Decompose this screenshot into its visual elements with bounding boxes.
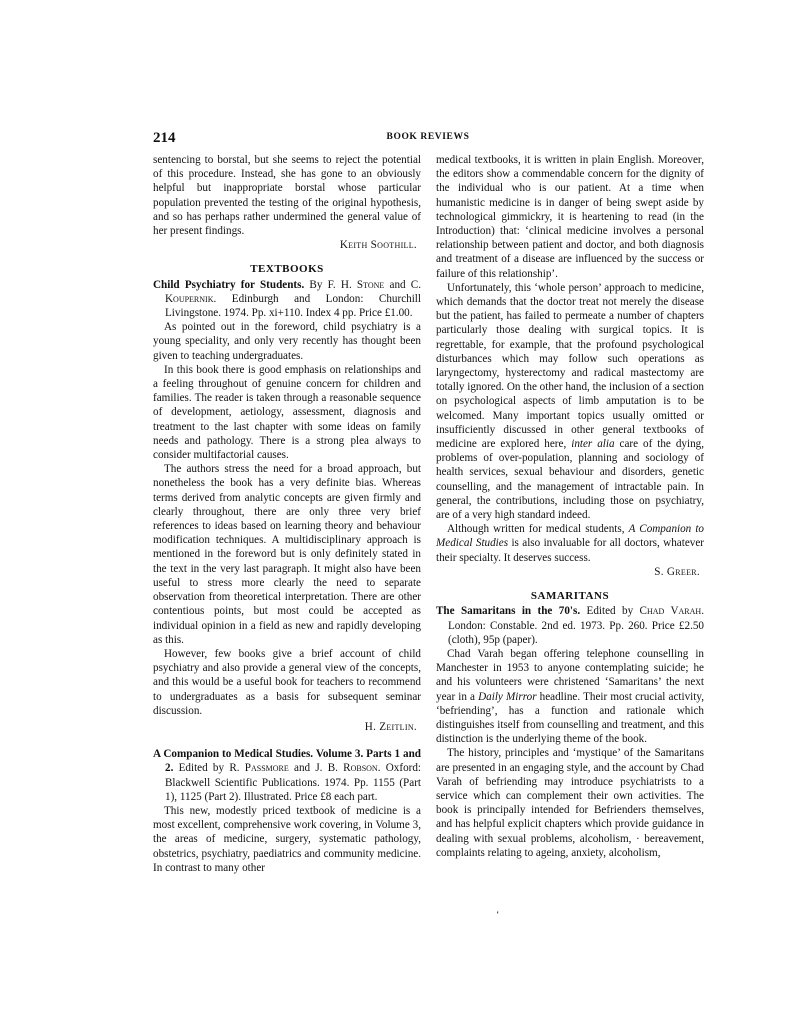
review-paragraph (436, 522, 704, 565)
reviewer-signature: S. Greer. (654, 565, 700, 578)
reviewer-signature: H. Zeitlin. (364, 720, 417, 733)
section-heading-textbooks: TEXTBOOKS (250, 263, 324, 276)
italic-phrase: inter alia (571, 438, 615, 451)
and-word: and (288, 762, 316, 775)
author-name: C. Koupernik (165, 278, 421, 305)
review-text: Chad Varah began offering telephone counselling in Manchester in 1953 to anyone contemplating suicide; he and his volunteers were christened ‘Samaritans’ the next year in a (436, 647, 704, 703)
by-word: By (304, 278, 328, 291)
page-number: 214 (153, 130, 176, 146)
book-title: The Samaritans in the 70's. (436, 605, 581, 618)
publication-details: . London: Constable. 2nd ed. 1973. Pp. 260. Price £2.50 (cloth), 95p (paper). (448, 605, 704, 646)
review-paragraph: medical textbooks, it is written in plain English. Moreover, the editors show a commendable concern for the dignity of the individual who is our patient. At a time when humanistic medicine is in danger of being swept aside by technological gimmickry, it is heartening to read (in the Introduction) that: ‘clinical medicine involves a personal relationship between patient and doctor, and both diagnosis and treatment of a disease are influenced by the success or failure of this relationship’. (436, 154, 704, 280)
review-paragraph: In this book there is good emphasis on relationships and a feeling throughout of genuine concern for children and families. The reader is taken through a reasonable sequence of development, aetiology, assessment, diagnosis and treatment to the last chapter with some ideas on family needs and pathology. There is a strong plea always to consider multifactorial causes. (153, 363, 421, 462)
review-text: care of the dying, problems of over-population, planning and sociology of health services, sexual behaviour and disorders, genetic counselling, and the management of intractable pain. In general, the contributions, including those on psychiatry, are of a very high standard indeed. (436, 438, 704, 522)
review-paragraph (436, 647, 704, 746)
editor-name: R. Passmore (229, 762, 289, 775)
review-paragraph: However, few books give a brief account of child psychiatry and also provide a general view of the concepts, and this would be a useful book for teachers to recommend to undergraduates as a basis for subsequent seminar discussion. (153, 647, 421, 717)
running-title: BOOK REVIEWS (386, 132, 470, 142)
review-citation-samaritans (436, 604, 704, 647)
review-text: is also invaluable for all doctors, whatever their specialty. It deserves success. (436, 537, 704, 564)
review-paragraph: As pointed out in the foreword, child psychiatry is a young speciality, and only very recently has thought been given to teaching undergraduates. (153, 321, 421, 362)
stray-mark: ʻ (496, 910, 500, 921)
review-paragraph (436, 281, 704, 522)
previous-review-continuation: sentencing to borstal, but she seems to reject the potential of this procedure. Instead, she has gone to an obviously helpful but inappropriate borstal whose particular population prevented the testing of the original hypothesis, and so has perhaps rather undermined the general value of her present findings. (153, 154, 421, 238)
review-text: Although written for medical students, (447, 523, 629, 536)
italic-newspaper-name: Daily Mirror (478, 690, 537, 703)
editor-name: Chad Varah (639, 605, 702, 618)
review-citation-companion-medical-studies (153, 747, 421, 804)
publication-details: . Oxford: Blackwell Scientific Publications. 1974. Pp. 1155 (Part 1), 1125 (Part 2). Illustrated. Price £8 each part. (165, 762, 422, 803)
right-column (436, 153, 704, 860)
previous-review-signature: Keith Soothill. (339, 239, 417, 252)
review-paragraph: The authors stress the need for a broad approach, but nonetheless the book has a very definite bias. Whereas terms derived from analytic concepts are given firmly and clearly throughout, there are only three very brief references to ideas based on learning theory and behaviour modification techniques. A multidisciplinary approach is mentioned in the foreword but is only definitely stated in the text in the very last paragraph. It might also have been useful to stress more clearly the need to separate observation from theoretical interpretation. There are other contentious points, but most could be accepted as individual opinion in a field as new and rapidly developing as this. (153, 463, 421, 646)
editor-name: J. B. Robson (315, 762, 378, 775)
review-paragraph: This new, modestly priced textbook of medicine is a most excellent, comprehensive work covering, in Volume 3, the areas of medicine, surgery, systematic pathology, obstetrics, psychiatry, paediatrics and community medicine. In contrast to many other (153, 804, 421, 874)
review-text: headline. Their most crucial activity, ‘befriending’, has a function and rationale which distinguishes itself from counselling and treatment, and this distinction is the underlying theme of the book. (436, 690, 704, 746)
and-word: and (384, 278, 411, 291)
italic-book-title: A Companion to Medical Studies (436, 523, 704, 550)
page-header (153, 130, 703, 150)
edited-by: Edited by (173, 762, 230, 775)
book-title: A Companion to Medical Studies. Volume 3. Parts 1 and 2. (153, 748, 421, 775)
review-citation-child-psychiatry (153, 278, 421, 321)
section-heading-samaritans: SAMARITANS (530, 590, 610, 603)
book-title: Child Psychiatry for Students. (153, 278, 305, 291)
review-paragraph: The history, principles and ‘mystique’ of the Samaritans are presented in an engaging style, and the account by Chad Varah of befriending may introduce psychiatrists to a service which can complement their own activities. The book is principally intended for Befrienders themselves, and has helpful explicit chapters which provide guidance in dealing with sexual problems, alcoholism, · bereavement, complaints relating to ageing, anxiety, alcoholism, (436, 747, 704, 859)
left-column (153, 153, 421, 875)
publication-details: . Edinburgh and London: Churchill Livingstone. 1974. Pp. xi+110. Index 4 pp. Price £1.00. (165, 292, 421, 320)
author-name: F. H. Stone (327, 278, 385, 291)
review-text: Unfortunately, this ‘whole person’ approach to medicine, which demands that the doctor treat not merely the disease but the patient, has failed to permeate a number of chapters particularly those dealing with surgical topics. It is regrettable, for example, that the profound psychological disturbances which may follow such operations as laryngectomy, hysterectomy and radical mastectomy are totally ignored. On the other hand, the inclusion of a section on psychological aspects of limb amputation is to be welcomed. Many important topics usually omitted or insufficiently discussed in other general textbooks of medicine are explored here, (436, 281, 704, 451)
edited-by: Edited by (580, 605, 640, 618)
